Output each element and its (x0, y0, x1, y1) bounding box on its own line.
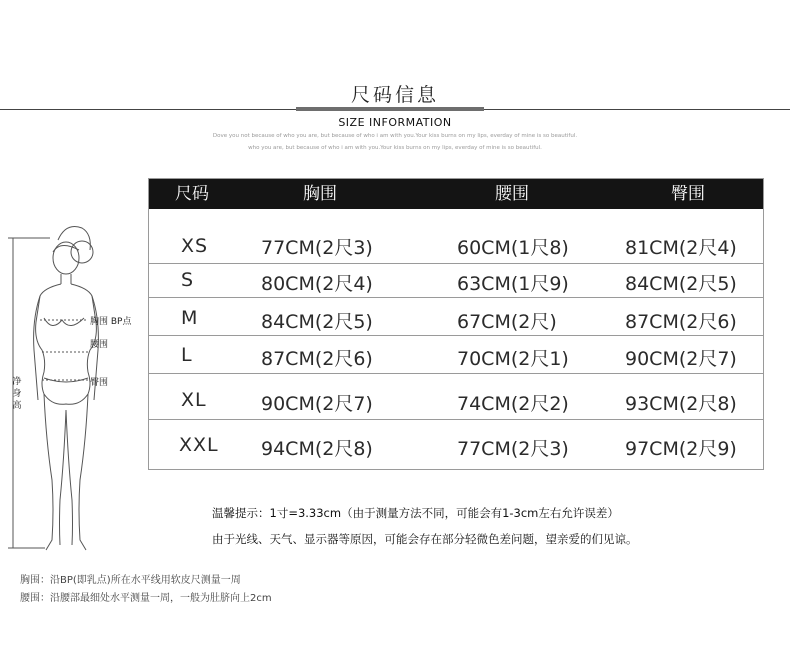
size-cell: XS (181, 235, 209, 257)
bust-cell: 94CM(2尺8) (261, 438, 373, 460)
waist-label: 腰围 (90, 340, 109, 350)
hip-cell: 90CM(2尺7) (625, 348, 737, 370)
column-header-size: 尺码 (175, 184, 209, 204)
bust-cell: 80CM(2尺4) (261, 273, 373, 295)
size-cell: XXL (179, 434, 219, 456)
column-header-waist: 腰围 (495, 184, 529, 204)
page-title: 尺码信息 (350, 84, 439, 106)
color-disclaimer: 由于光线、天气、显示器等原因，可能会存在部分轻微色差问题，望亲爱的们见谅。 (212, 532, 638, 546)
hip-label: 臀围 (90, 378, 109, 388)
size-cell: XL (181, 389, 207, 411)
hip-cell: 84CM(2尺5) (625, 273, 737, 295)
tagline-line-2: who you are, but because of who i am with you.Your kiss burns on my lips, everday of mine is so beautiful. (248, 145, 542, 151)
waist-cell: 60CM(1尺8) (457, 237, 569, 259)
tagline-line-1: Dove you not because of who you are, but because of who i am with you.Your kiss burns on my lips, everday of mine is so beautiful. (212, 133, 578, 139)
bust-measure-instruction: 胸围：沿BP(即乳点)所在水平线用软皮尺测量一周 (20, 575, 241, 586)
bust-cell: 90CM(2尺7) (261, 393, 373, 415)
size-cell: M (181, 307, 199, 329)
page-subtitle: SIZE INFORMATION (338, 116, 452, 129)
bust-label: 胸围 BP点 (90, 317, 132, 327)
waist-cell: 77CM(2尺3) (457, 438, 569, 460)
size-cell: L (181, 344, 193, 366)
height-label: 净身高 (12, 377, 22, 411)
waist-cell: 67CM(2尺) (457, 311, 557, 333)
title-rule-right (484, 109, 790, 110)
body-measurement-figure (0, 200, 145, 560)
title-rule-left (0, 109, 300, 110)
hip-cell: 93CM(2尺8) (625, 393, 737, 415)
size-table (148, 178, 764, 470)
bust-cell: 77CM(2尺3) (261, 237, 373, 259)
row-divider (149, 263, 763, 264)
waist-cell: 63CM(1尺9) (457, 273, 569, 295)
title-rule-accent (296, 107, 484, 111)
row-divider (149, 419, 763, 420)
measurement-tip: 温馨提示：1寸=3.33cm（由于测量方法不同，可能会有1-3cm左右允许误差） (212, 506, 619, 520)
waist-cell: 74CM(2尺2) (457, 393, 569, 415)
hip-cell: 81CM(2尺4) (625, 237, 737, 259)
waist-cell: 70CM(2尺1) (457, 348, 569, 370)
hip-cell: 97CM(2尺9) (625, 438, 737, 460)
size-cell: S (181, 269, 195, 291)
bust-cell: 87CM(2尺6) (261, 348, 373, 370)
hip-cell: 87CM(2尺6) (625, 311, 737, 333)
row-divider (149, 373, 763, 374)
row-divider (149, 297, 763, 298)
bust-cell: 84CM(2尺5) (261, 311, 373, 333)
column-header-bust: 胸围 (303, 184, 337, 204)
waist-measure-instruction: 腰围：沿腰部最细处水平测量一周，一般为肚脐向上2cm (20, 593, 272, 604)
table-header-row (149, 179, 763, 209)
column-header-hip: 臀围 (671, 184, 705, 204)
row-divider (149, 335, 763, 336)
